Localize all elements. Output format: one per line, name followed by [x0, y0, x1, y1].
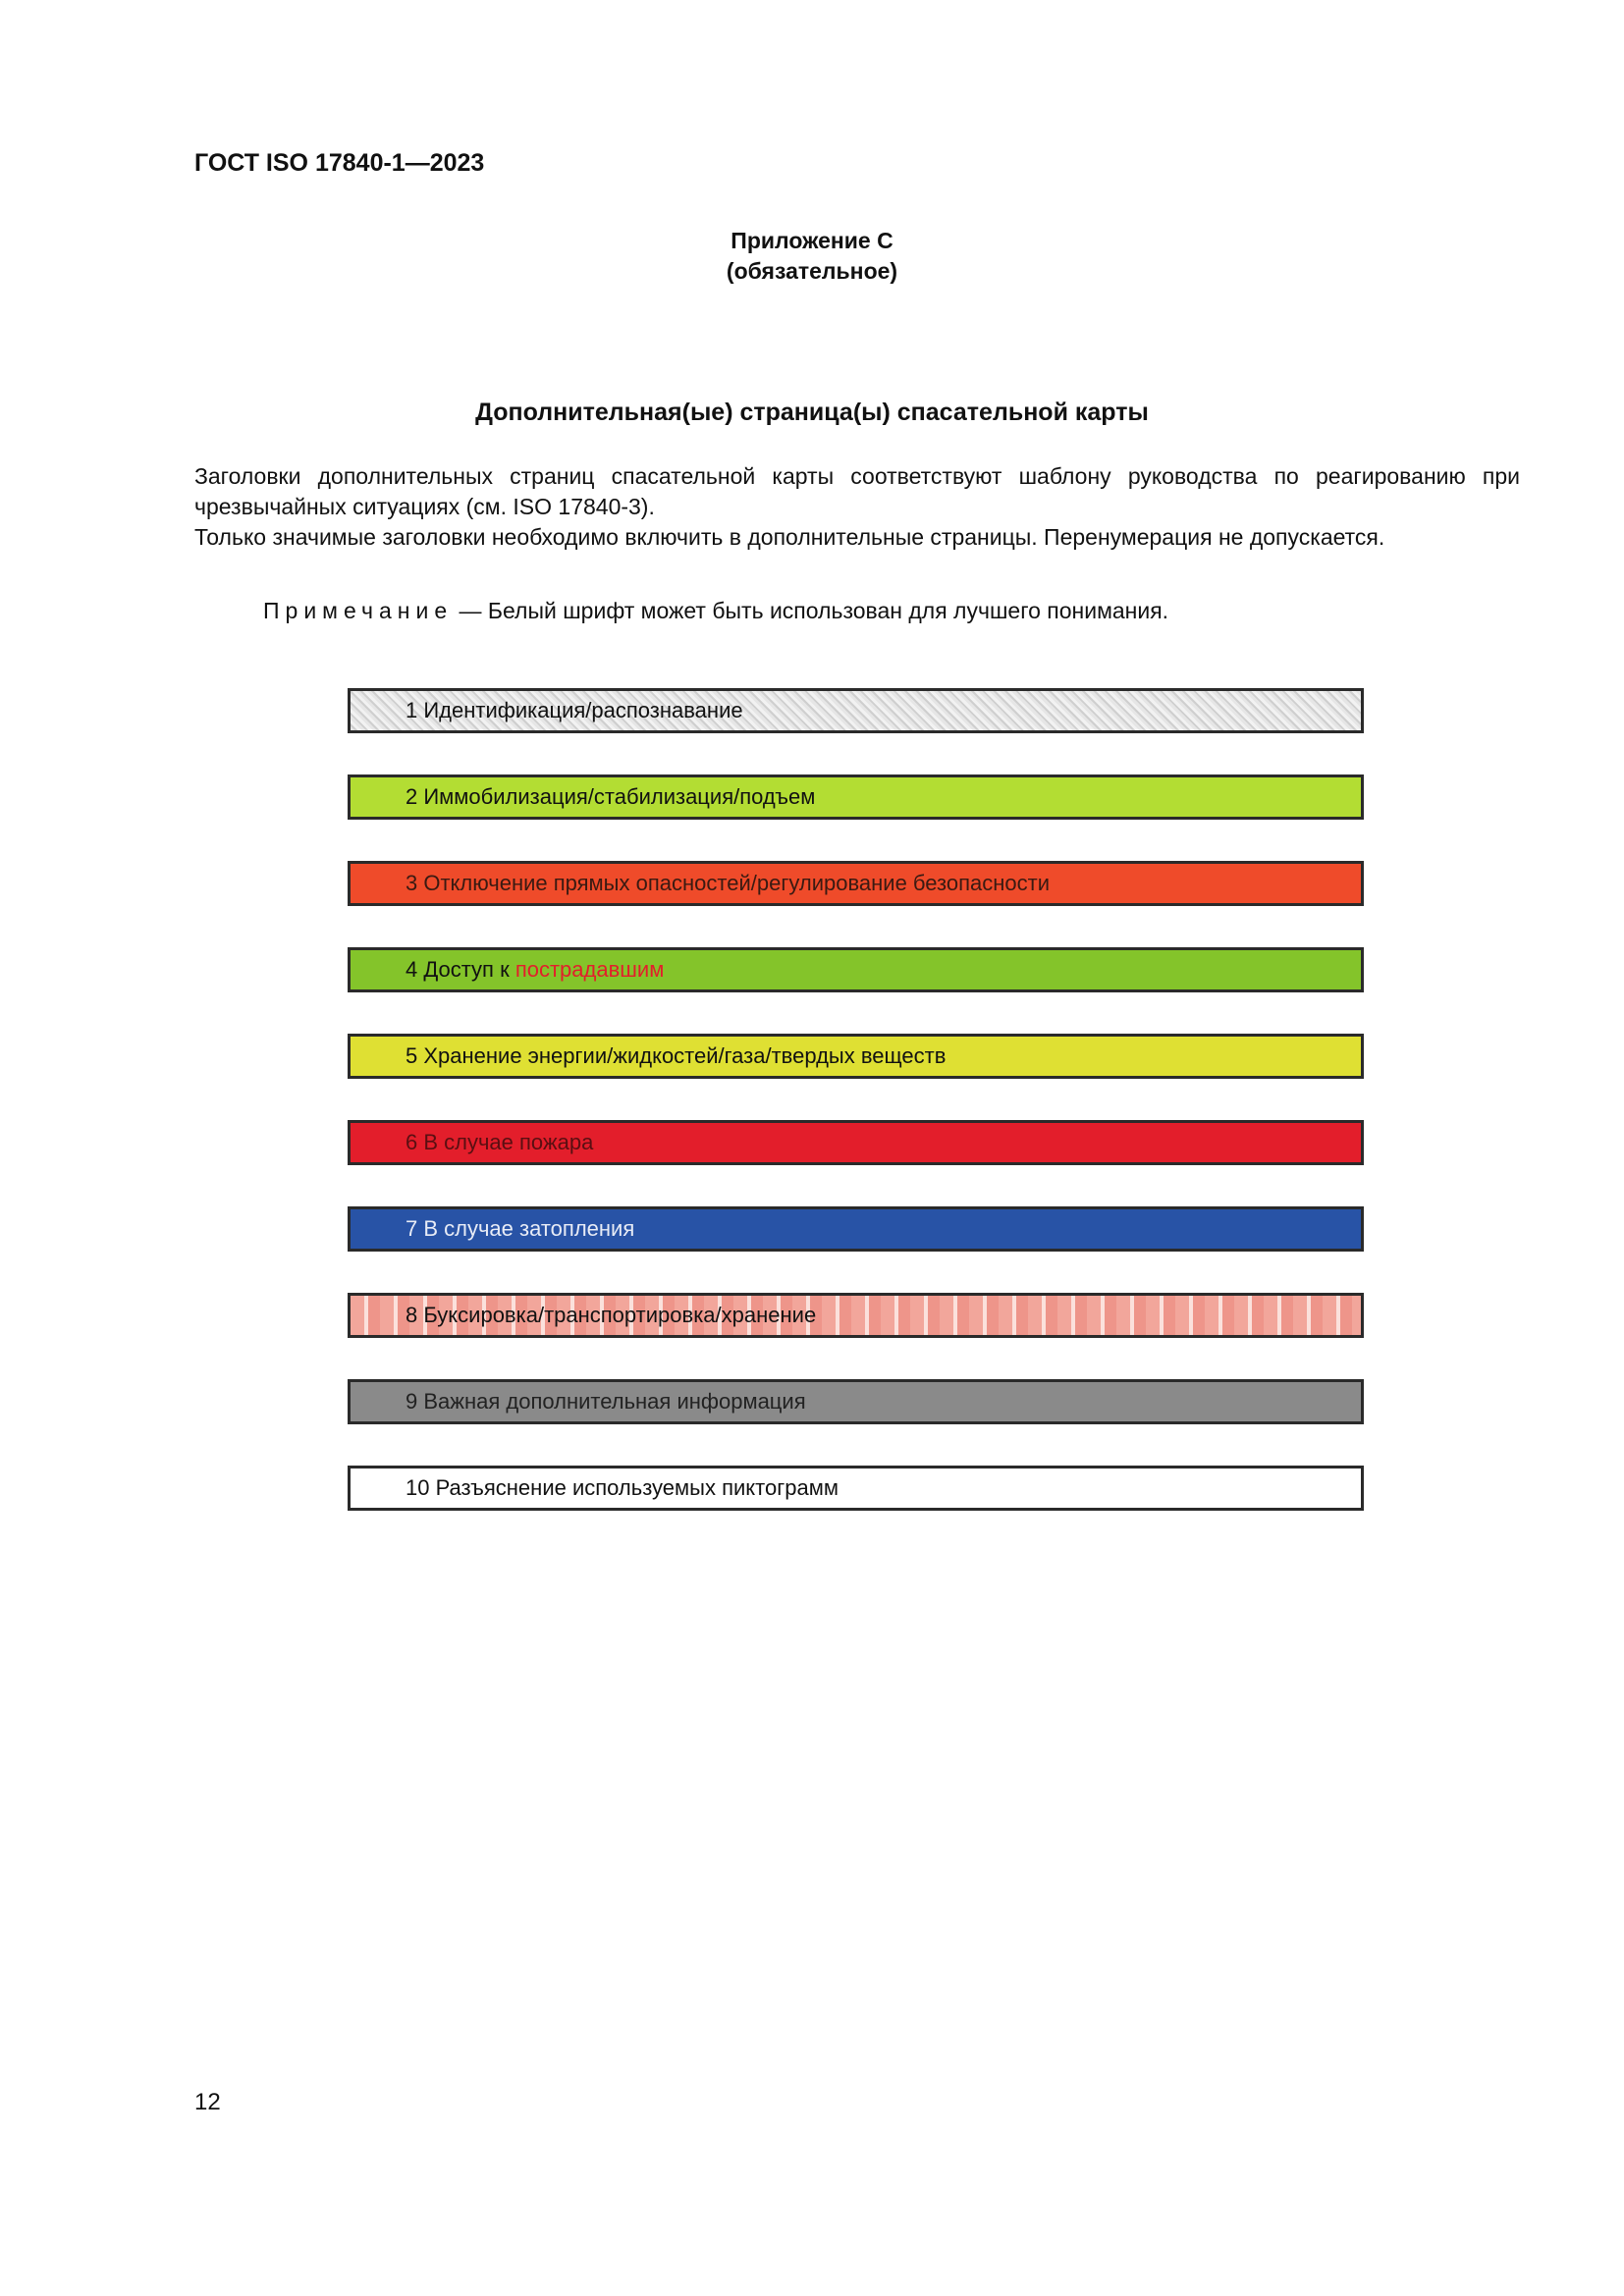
body-paragraph-2: Только значимые заголовки необходимо включить в дополнительные страницы. Перенумерация не допускается. — [194, 524, 1385, 550]
page-number: 12 — [194, 2089, 221, 2115]
document-code: ГОСТ ISO 17840-1—2023 — [194, 149, 485, 177]
band-label: 4 Доступ к — [406, 957, 510, 982]
band-label: 8 Буксировка/транспортировка/хранение — [406, 1303, 817, 1327]
band-important-info — [348, 1379, 1364, 1424]
section-title: Дополнительная(ые) страница(ы) спасательной карты — [475, 399, 1149, 426]
note — [263, 598, 1168, 624]
band-label-highlight: пострадавшим — [514, 957, 665, 982]
appendix-status: (обязательное) — [726, 258, 898, 284]
body-paragraph-1: Заголовки дополнительных страниц спасательной карты соответствуют шаблону руководства по реагированию при чрезвычайных ситуациях (см. ISO 17840-3). — [194, 463, 1520, 519]
appendix-title: Приложение С — [731, 228, 893, 253]
band-label: 1 Идентификация/распознавание — [406, 698, 743, 722]
band-label: 10 Разъяснение используемых пиктограмм — [406, 1475, 839, 1500]
band-label: 6 В случае пожара — [406, 1130, 594, 1154]
band-label: 9 Важная дополнительная информация — [406, 1389, 806, 1414]
band-label: 5 Хранение энергии/жидкостей/газа/твердых веществ — [406, 1043, 947, 1068]
band-label: 7 В случае затопления — [406, 1216, 635, 1241]
band-immobilisation — [348, 774, 1364, 820]
note-label: Примечание — [263, 598, 454, 623]
band-pictogram-explanation — [348, 1466, 1364, 1511]
band-label: 2 Иммобилизация/стабилизация/подъем — [406, 784, 816, 809]
band-towing — [348, 1293, 1364, 1338]
rescue-sheet-headings — [348, 688, 1364, 1552]
band-access-occupants — [348, 947, 1364, 992]
note-text: — Белый шрифт может быть использован для лучшего понимания. — [453, 598, 1169, 623]
band-fire — [348, 1120, 1364, 1165]
band-identification — [348, 688, 1364, 733]
band-submersion — [348, 1206, 1364, 1252]
band-stored-energy — [348, 1034, 1364, 1079]
band-disable-hazards — [348, 861, 1364, 906]
band-label: 3 Отключение прямых опасностей/регулирование безопасности — [406, 871, 1050, 895]
